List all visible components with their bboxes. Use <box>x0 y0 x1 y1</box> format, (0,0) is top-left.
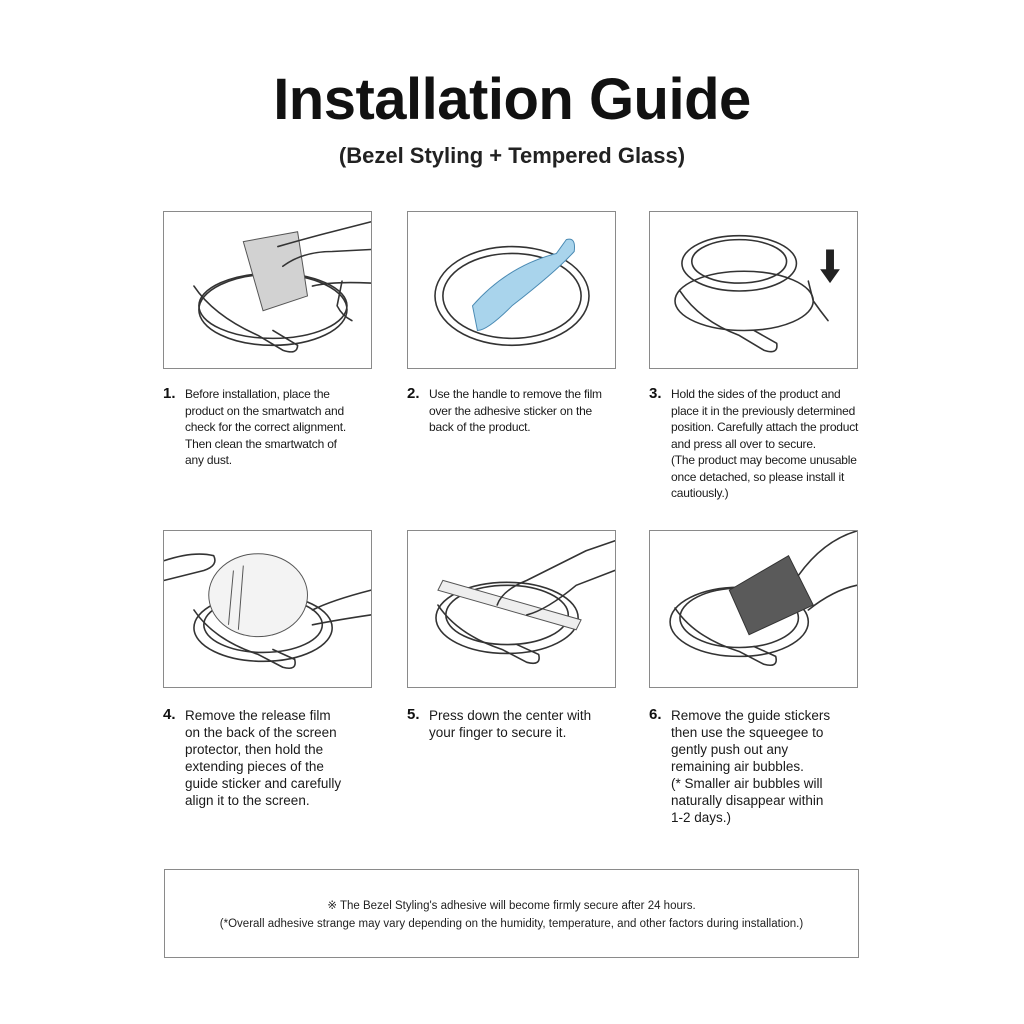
step-number: 5. <box>407 706 420 723</box>
step-number: 3. <box>649 385 662 402</box>
step-1 <box>163 386 393 469</box>
step-4 <box>163 707 393 809</box>
step-number: 6. <box>649 706 662 723</box>
note-line-2: (*Overall adhesive strange may vary depending on the humidity, temperature, and other factors during installation.) <box>219 918 804 930</box>
step-text: Remove the release film on the back of the screen protector, then hold the extending pieces of the guide sticker and carefully align it to the screen. <box>185 708 342 808</box>
note-line-1: ※ The Bezel Styling's adhesive will become firmly secure after 24 hours. <box>327 900 696 912</box>
step-2 <box>407 386 637 436</box>
squeegee-illustration <box>650 531 857 687</box>
finger-press-illustration <box>408 531 615 687</box>
adhesive-note <box>164 869 859 958</box>
step-text: Use the handle to remove the film over the adhesive sticker on the back of the product. <box>429 387 602 434</box>
bezel-film-illustration <box>408 212 615 368</box>
step-5 <box>407 707 637 741</box>
step-text: Remove the guide stickers then use the squeegee to gently push out any remaining air bubbles. (* Smaller air bubbles will naturally disappear within 1-2 days.) <box>671 708 831 825</box>
step-4-illustration <box>163 530 372 688</box>
release-film-illustration <box>164 531 371 687</box>
step-text: Before installation, place the product on the smartwatch and check for the correct alignment. Then clean the smartwatch of any dust. <box>185 387 347 467</box>
step-6 <box>649 707 879 826</box>
step-text: Hold the sides of the product and place it in the previously determined position. Carefully attach the product and press all over to secure. (The product may become unusable once detached, so please install it cautiously.) <box>671 387 859 500</box>
step-text: Press down the center with your finger to secure it. <box>429 708 592 740</box>
step-number: 1. <box>163 385 176 402</box>
step-5-illustration <box>407 530 616 688</box>
watch-film-illustration <box>164 212 371 368</box>
step-1-illustration <box>163 211 372 369</box>
page-title: Installation Guide <box>273 67 751 132</box>
page-subtitle: (Bezel Styling + Tempered Glass) <box>338 143 686 168</box>
step-number: 2. <box>407 385 420 402</box>
step-6-illustration <box>649 530 858 688</box>
step-number: 4. <box>163 706 176 723</box>
bezel-press-illustration <box>650 212 857 368</box>
step-3-illustration <box>649 211 858 369</box>
step-3 <box>649 386 879 502</box>
step-2-illustration <box>407 211 616 369</box>
down-arrow-icon <box>820 250 840 284</box>
